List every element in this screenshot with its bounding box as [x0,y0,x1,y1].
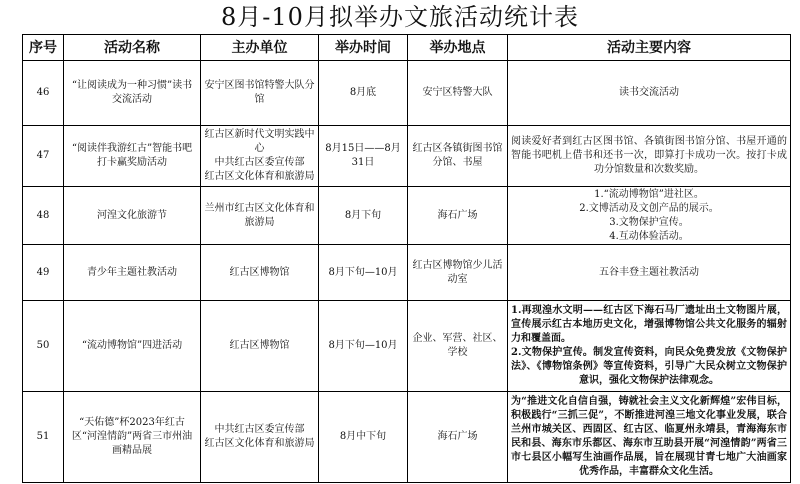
host-line: 红古区文化体育和旅游局 [204,438,315,449]
cell-host [201,61,319,126]
cell-number: 50 [23,301,64,392]
cell-activity-name: 青少年主题社教活动 [64,245,201,301]
content-paragraph: 为“推进文化自信自强，铸就社会主义文化新辉煌”宏伟目标，积极践行“三抓三促”，不断推进河湟三地文化事业发展，联合兰州市城关区、西固区、红古区、临夏州永靖县，青海海东市民和县、海东市乐都区、海东市互助县开展“河湟情韵”两省三市七县区小幅写生油画作品展，旨在展现甘青七地广大油画家优秀作品，丰富群众文化生活。 [511,396,787,477]
cell-place: 红古区各镇街图书馆分馆、书屋 [408,126,508,187]
cell-place: 海石广场 [408,392,508,483]
cell-host [201,187,319,245]
content-line: 五谷丰登主题社教活动 [599,266,699,278]
header-content: 活动主要内容 [508,35,791,61]
cell-time: 8月中下旬 [319,392,408,483]
host-line: 安宁区图书馆特警大队分馆 [204,80,315,105]
content-paragraph: 阅读爱好者到红古区图书馆、各镇街图书馆分馆、书屋开通的智能书吧机上借书和还书一次，即算打卡成功一次。按打卡成功分馆数量和次数奖励。 [511,136,787,175]
cell-time: 8月15日——8月31日 [319,126,408,187]
cell-activity-name: “流动博物馆”四进活动 [64,301,201,392]
host-line: 红古区文化体育和旅游局 [204,171,315,182]
header-number: 序号 [23,35,64,61]
host-line: 兰州市红古区文化体育和旅游局 [204,202,315,228]
cell-content [508,392,791,483]
content-list-item: 1.“流动博物馆”进社区。 [594,188,704,200]
content-paragraph: 2.文物保护宣传。制发宣传资料，向民众免费发放《文物保护法》、《博物馆条例》等宣传资料，引导广大民众树立文物保护意识，强化文物保护法律观念。 [511,347,787,386]
cell-host [201,245,319,301]
cell-content [508,245,791,301]
activity-table [22,34,791,483]
cell-content [508,187,791,245]
cell-time: 8月下旬—10月 [319,301,408,392]
host-line: 中共红古区委宣传部 [214,424,305,435]
host-line: 红古区博物馆 [229,340,290,351]
host-line: 红古区新时代文明实践中心 [204,129,315,154]
cell-number: 51 [23,392,64,483]
cell-time: 8月下旬—10月 [319,245,408,301]
cell-host [201,301,319,392]
page-title: 8月-10月拟举办文旅活动统计表 [221,3,579,31]
cell-host [201,392,319,483]
cell-number: 46 [23,61,64,126]
content-line: 读书交流活动 [619,87,679,98]
cell-time: 8月下旬 [319,187,408,245]
cell-number: 48 [23,187,64,245]
cell-activity-name: “让阅读成为一种习惯”读书交流活动 [64,61,201,126]
content-list-item: 3.文物保护宣传。 [609,216,689,228]
content-list-item: 2.文博活动及文创产品的展示。 [579,202,719,214]
cell-place: 企业、军营、社区、学校 [408,301,508,392]
cell-content [508,301,791,392]
header-activity-name: 活动名称 [64,35,201,61]
cell-content [508,61,791,126]
cell-time: 8月底 [319,61,408,126]
header-place: 举办地点 [408,35,508,61]
cell-host [201,126,319,187]
cell-place: 红古区博物馆少儿活动室 [408,245,508,301]
content-list-item: 4.互动体验活动。 [609,230,689,242]
cell-number: 49 [23,245,64,301]
cell-place: 海石广场 [408,187,508,245]
host-line: 中共红古区委宣传部 [214,157,305,168]
header-time: 举办时间 [319,35,408,61]
cell-activity-name: 河湟文化旅游节 [64,187,201,245]
cell-place: 安宁区特警大队 [408,61,508,126]
cell-activity-name: “天佑德”杯2023年红古区“河湟情韵”两省三市州油画精品展 [64,392,201,483]
content-paragraph: 1.再现湟水文明——红古区下海石马厂遗址出土文物图片展，宣传展示红古本地历史文化，增强博物馆公共文化服务的辐射力和覆盖面。 [511,305,787,344]
cell-number: 47 [23,126,64,187]
cell-activity-name: “阅读伴我游红古”智能书吧打卡赢奖励活动 [64,126,201,187]
host-line: 红古区博物馆 [229,266,290,278]
header-host: 主办单位 [201,35,319,61]
cell-content [508,126,791,187]
